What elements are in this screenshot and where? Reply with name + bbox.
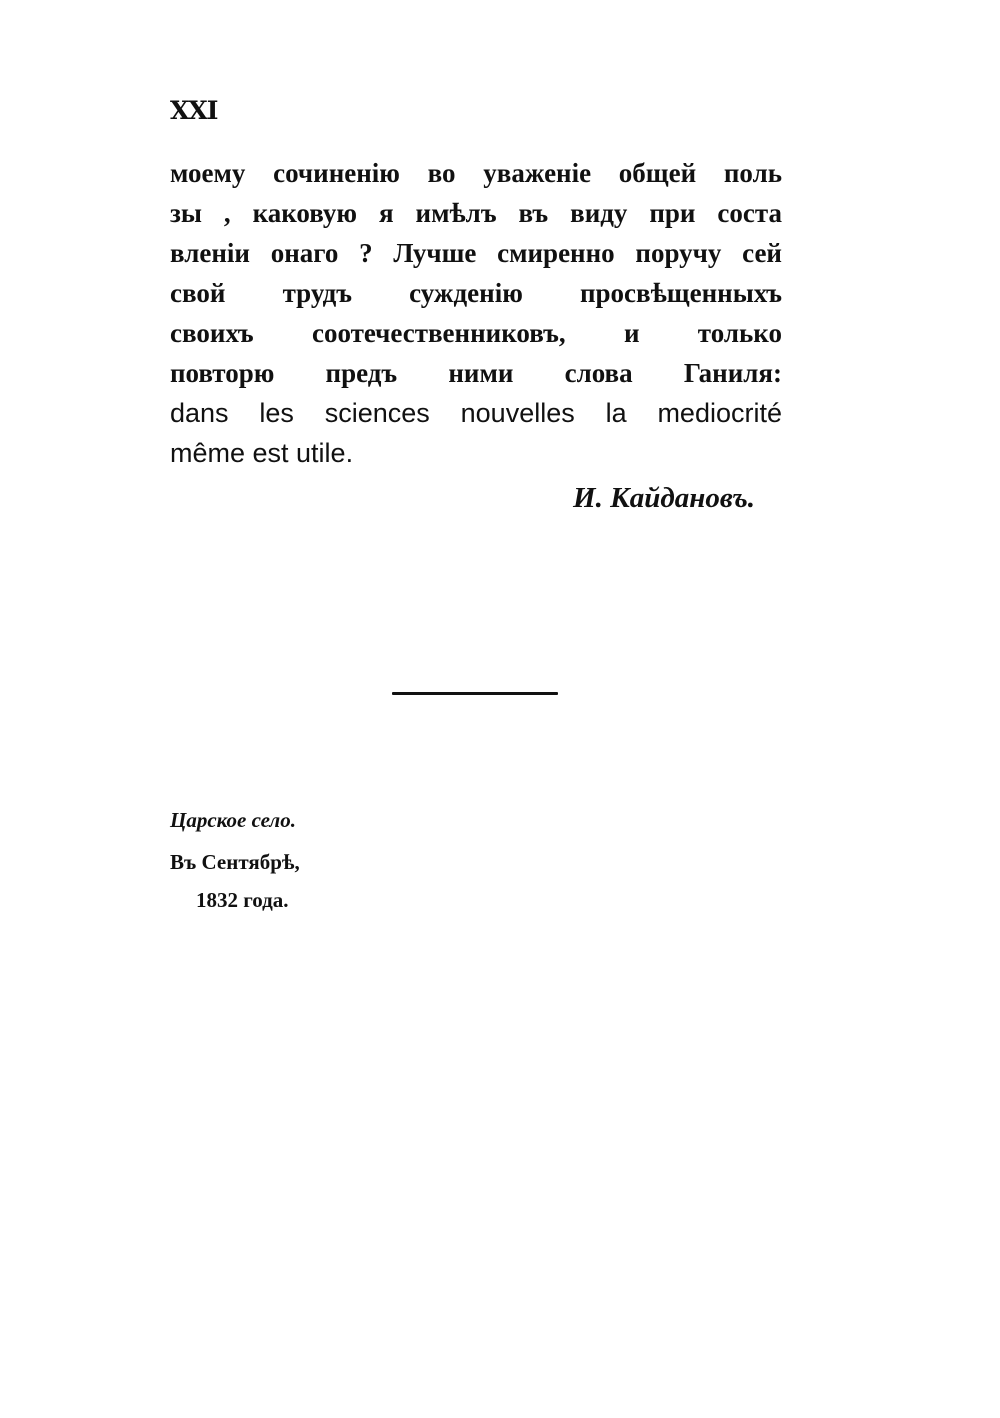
date-line: Въ Сентябрѣ, — [170, 850, 300, 874]
body-paragraph — [170, 153, 782, 473]
text-line-french: même est utile. — [170, 438, 354, 468]
text-line: моему сочиненію во уваженіе общей поль — [170, 158, 782, 188]
section-divider — [392, 692, 558, 695]
author-signature: И. Кайдановъ. — [573, 482, 755, 514]
text-line: зы , каковую я имѣлъ въ виду при соста — [170, 198, 782, 228]
place-line: Царское село. — [170, 808, 296, 832]
text-line: свой трудъ сужденію просвѣщенныхъ — [170, 278, 782, 308]
text-line-french: dans les sciences nouvelles la mediocrité — [170, 398, 782, 428]
year-line: 1832 года. — [196, 888, 289, 912]
page-number: XXI — [170, 96, 218, 125]
text-line: своихъ соотечественниковъ, и только — [170, 318, 782, 348]
text-line: вленіи онаго ? Лучше смиренно поручу сей — [170, 238, 782, 268]
text-line: повторю предъ ними слова Ганиля: — [170, 358, 782, 388]
